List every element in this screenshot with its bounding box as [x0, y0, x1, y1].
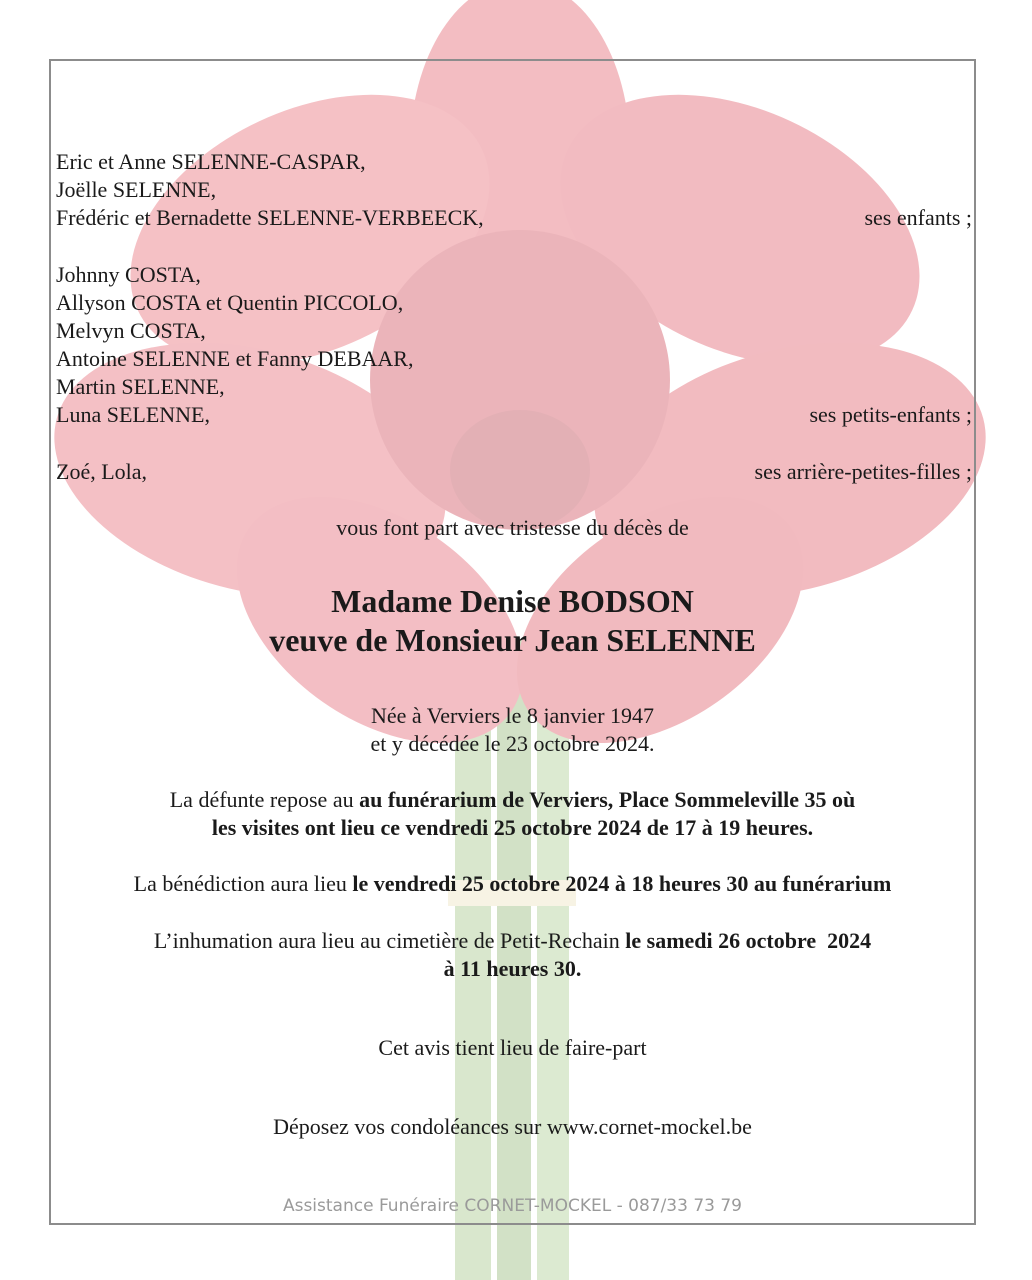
funeral-home-footer: Assistance Funéraire CORNET-MOCKEL - 087/33 73 79: [282, 1196, 743, 1216]
family-line: [56, 204, 972, 232]
family-member-name: Martin SELENNE,: [56, 374, 225, 399]
birth-date: Née à Verviers le 8 janvier 1947: [370, 703, 655, 728]
family-member-name: Melvyn COSTA,: [56, 318, 206, 343]
family-member-name: Joëlle SELENNE,: [56, 177, 217, 202]
condolences-text: Déposez vos condoléances sur www.cornet-mockel.be: [273, 1114, 752, 1139]
family-member-name: Johnny COSTA,: [56, 262, 201, 287]
family-line: [56, 401, 972, 429]
burial-prefix: L’inhumation aura lieu au cimetière de Petit-Rechain: [153, 928, 626, 953]
burial-time: à 11 heures 30.: [443, 956, 582, 981]
family-line: [56, 317, 972, 345]
relationship-label: ses arrière-petites-filles ;: [754, 459, 972, 484]
burial-date: le samedi 26 octobre 2024: [625, 928, 872, 953]
rest-prefix: La défunte repose au: [169, 787, 360, 812]
family-line: [56, 261, 972, 289]
death-date: et y décédée le 23 octobre 2024.: [370, 731, 655, 756]
family-line: [56, 148, 972, 176]
rest-place: au funérarium de Verviers, Place Sommeleville 35 où: [359, 787, 856, 812]
blessing-time: le vendredi 25 octobre 2024 à 18 heures 30 au funérarium: [352, 871, 892, 896]
family-line: [56, 373, 972, 401]
family-member-name: Eric et Anne SELENNE-CASPAR,: [56, 149, 366, 174]
family-line: [56, 458, 972, 486]
relationship-label: ses enfants ;: [864, 205, 972, 230]
rest-location: [49, 786, 976, 814]
notice-text: Cet avis tient lieu de faire-part: [378, 1035, 647, 1060]
family-member-name: Zoé, Lola,: [56, 459, 148, 484]
deceased-name: Madame Denise BODSON: [331, 583, 694, 619]
family-member-name: Luna SELENNE,: [56, 402, 210, 427]
family-line: [56, 289, 972, 317]
blessing-prefix: La bénédiction aura lieu: [133, 871, 353, 896]
announcement-text: vous font part avec tristesse du décès de: [336, 515, 689, 540]
burial-info: [49, 927, 976, 955]
family-member-name: Frédéric et Bernadette SELENNE-VERBEECK,: [56, 205, 484, 230]
family-member-name: Allyson COSTA et Quentin PICCOLO,: [56, 290, 404, 315]
family-line: [56, 176, 972, 204]
deceased-spouse: veuve de Monsieur Jean SELENNE: [269, 622, 756, 658]
family-line: [56, 345, 972, 373]
relationship-label: ses petits-enfants ;: [809, 402, 972, 427]
family-member-name: Antoine SELENNE et Fanny DEBAAR,: [56, 346, 414, 371]
blessing-info: [49, 870, 976, 898]
visiting-hours: les visites ont lieu ce vendredi 25 octobre 2024 de 17 à 19 heures.: [211, 815, 814, 840]
